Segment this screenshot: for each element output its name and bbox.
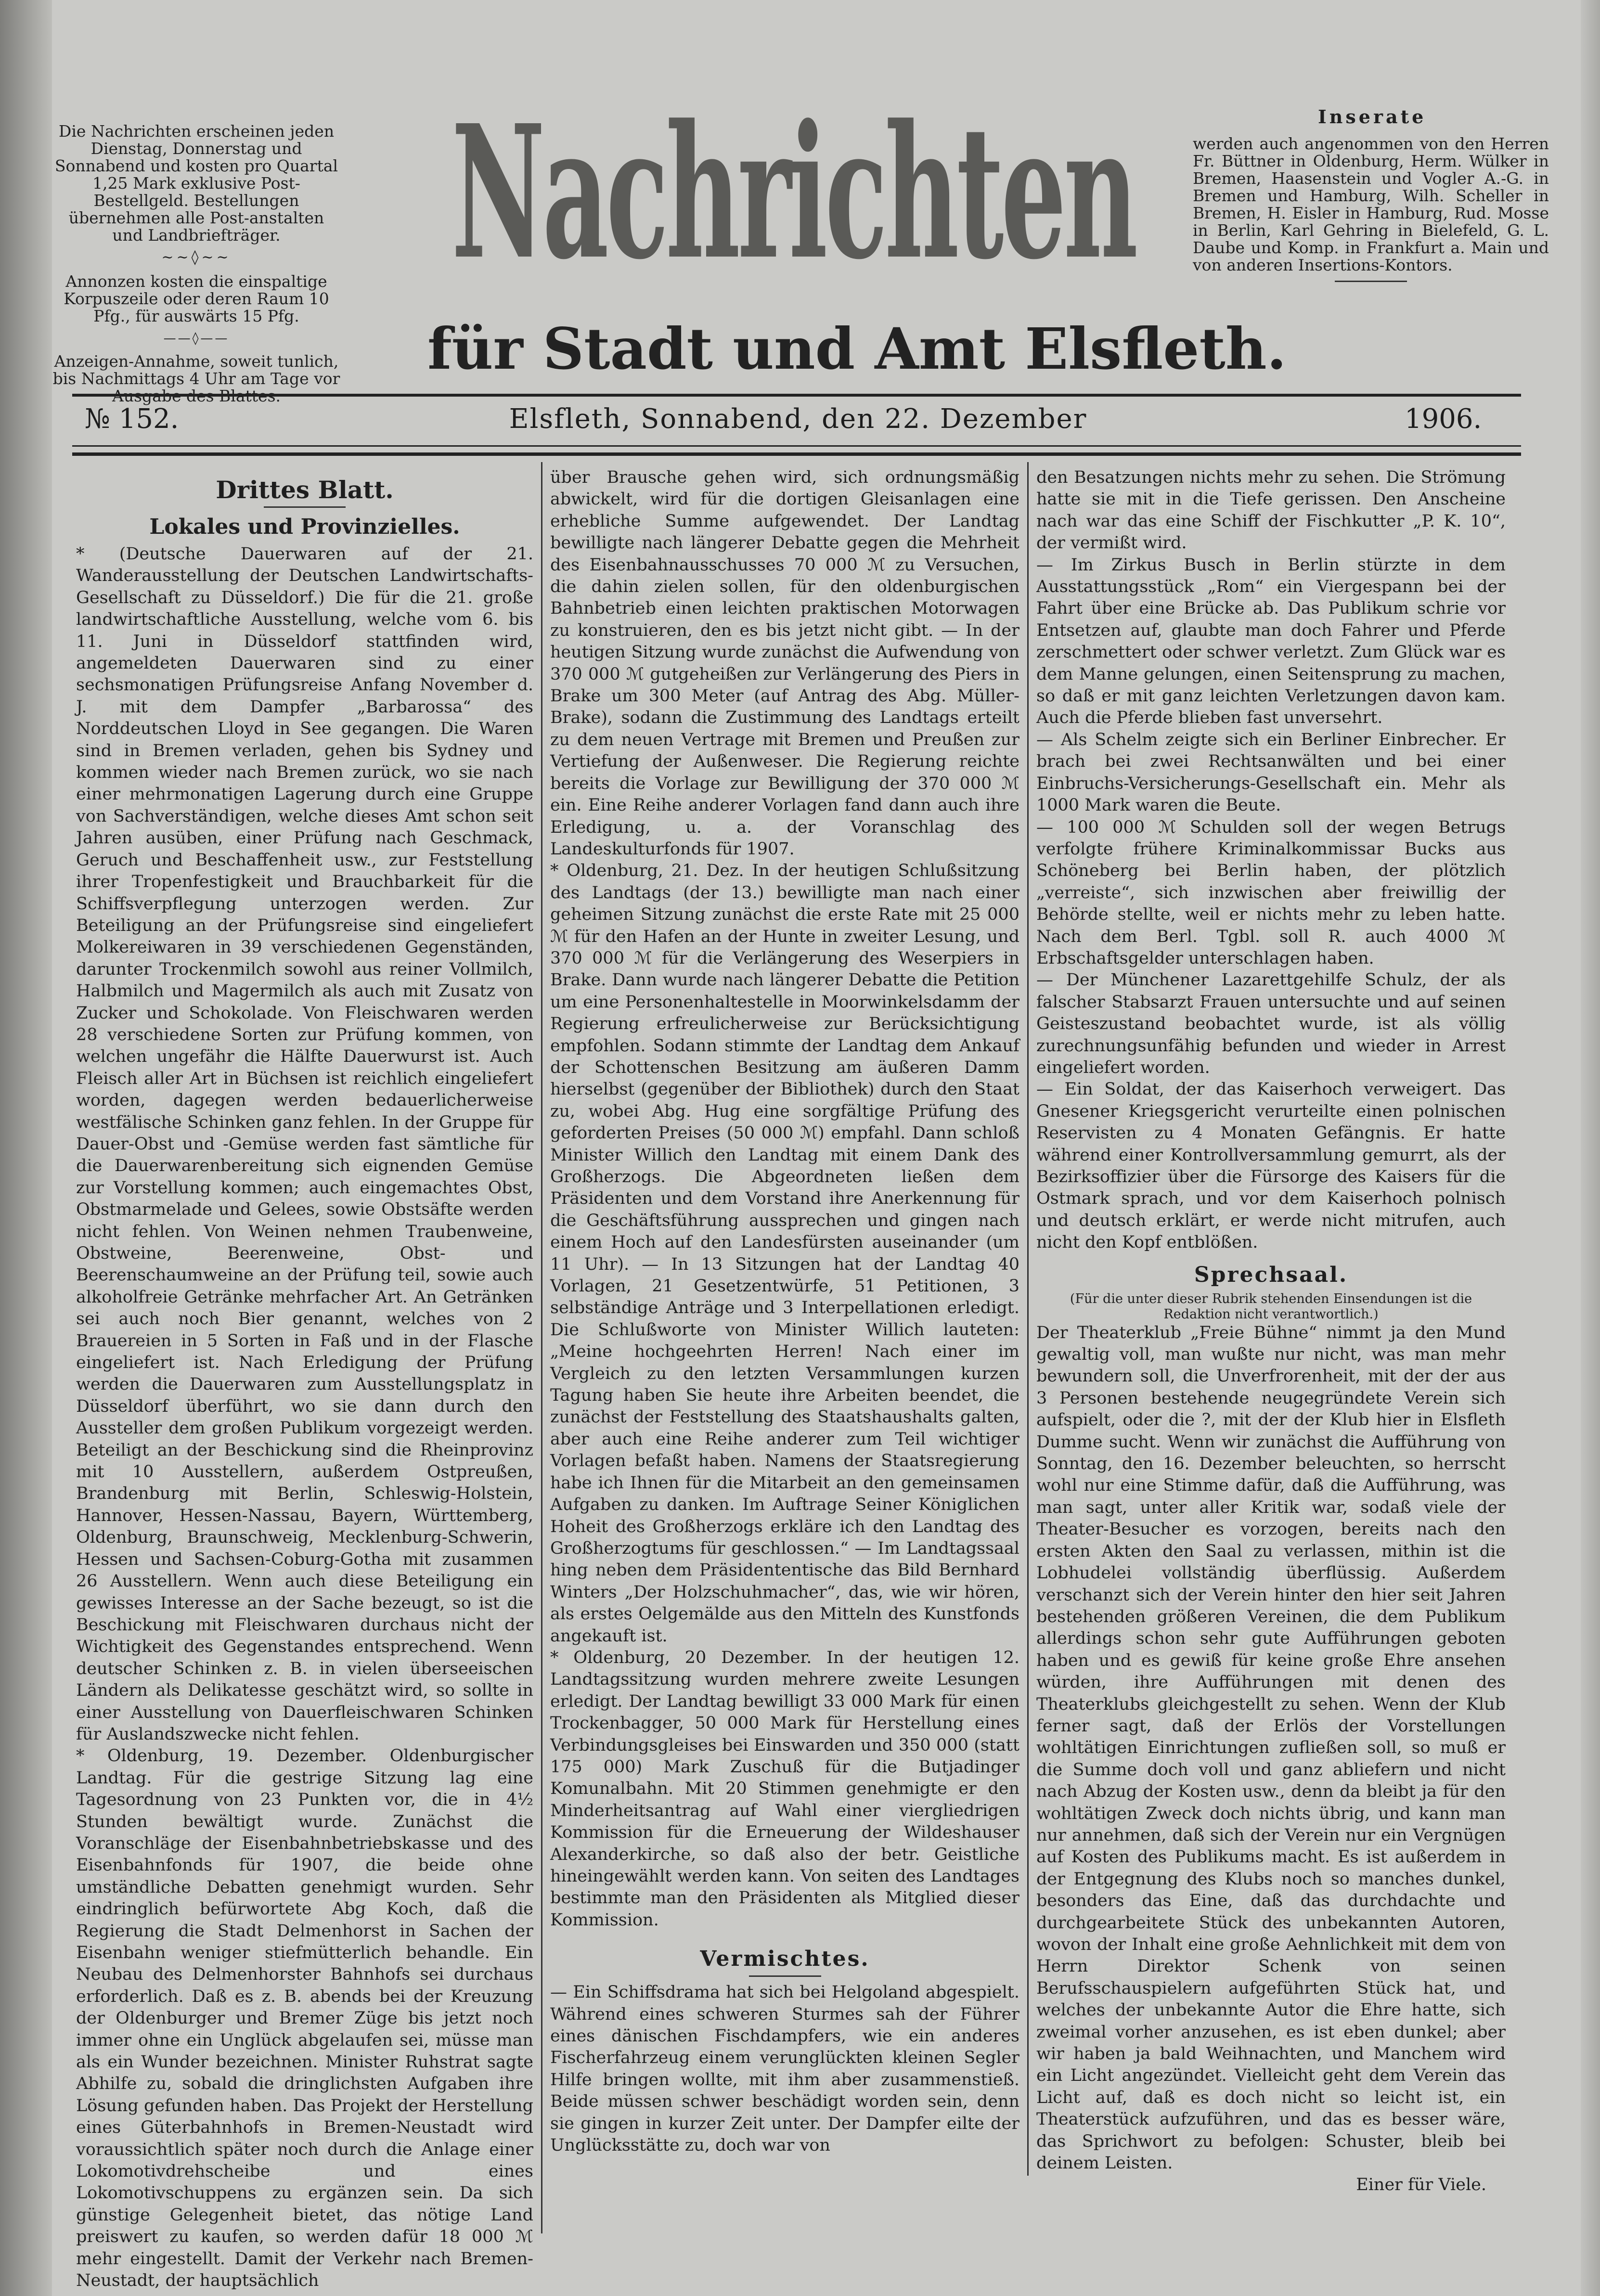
inserate-notice	[1193, 108, 1549, 282]
column-2	[550, 467, 1019, 2224]
article-landtag-21-dez: * Oldenburg, 21. Dez. In der heutigen Schlußsitzung des Landtags (der 13.) bewilligte man nach einer geheimen Sitzung zunächst die erste Rate mit 25 000 ℳ für den Hafen an der Hunte in zweiter Lesung, und 370 000 ℳ für die Verlängerung des Weserpiers in Brake. Dann wurde nach längerer Debatte die Petition um eine Personenhaltestelle in Moorwinkelsdamm der Regierung erfreulicherweise zur Berücksichtigung empfohlen. Sodann stimmte der Landtag dem Ankauf der Schottenschen Besitzung am äußeren Damm hierselbst (gegenüber der Bibliothek) durch den Staat zu, wobei Abg. Hug eine sorgfältige Prüfung des geforderten Preises (50 000 ℳ) empfahl. Dann schloß Minister Willich den Landtag mit einem Dank des Großherzogs. Die Abgeordneten ließen dem Präsidenten und dem Vorstand ihre Anerkennung für die Geschäftsführung aussprechen und gingen nach einem Hoch auf den Landesfürsten auseinander (um 11 Uhr). — In 13 Sitzungen hat der Landtag 40 Vorlagen, 21 Gesetzentwürfe, 51 Petitionen, 3 selbständige Anträge und 3 Interpellationen erledigt. Die Schlußworte von Minister Willich lauteten: „Meine hochgeehrten Herren! Nach einer im Vergleich zu den letzten Versammlungen kurzen Tagung haben Sie heute ihre Arbeiten beendet, die zunächst der Feststellung des Staatshaushalts galten, aber auch eine Reihe anderer zum Teil wichtiger Vorlagen befaßt haben. Namens der Staatsregierung habe ich Ihnen für die Mitarbeit an den gemeinsamen Aufgaben zu danken. Im Auftrage Seiner Königlichen Hoheit des Großherzogs erkläre ich den Landtag des Großherzogtums für geschlossen.“ — Im Landtagssaal hing neben dem Präsidententische das Bild Bernhard Winters „Der Holzschuhmacher“, das, wie wir hören, als erstes Oelgemälde aus den Mitteln des Kunstfonds angekauft ist.	[550, 861, 1019, 1646]
issue-place-date: Elsfleth, Sonnabend, den 22. Dezember	[509, 403, 1087, 435]
article-dauerwaren: * (Deutsche Dauerwaren auf der 21. Wanderausstellung der Deutschen Landwirtschafts-Gesellschaft zu Düsseldorf.) Die für die 21. große landwirtschaftliche Ausstellung, welche vom 6. bis 11. Juni in Düsseldorf stattfinden wird, angemeldeten Dauerwaren sind zu einer sechsmonatigen Prüfungsreise Anfang November d. J. mit dem Dampfer „Barbarossa“ des Norddeutschen Lloyd in See gegangen. Die Waren sind in Bremen verladen, gehen bis Sydney und kommen wieder nach Bremen zurück, wo sie nach einer mehrmonatigen Lagerung durch eine Gruppe von Sachverständigen, welche dieses Amt schon seit Jahren ausüben, einer Prüfung nach Geschmack, Geruch und Beschaffenheit usw., zur Feststellung ihrer Tropenfestigkeit und Brauchbarkeit für die Schiffsverpflegung unterzogen werden. Zur Beteiligung an der Prüfungsreise sind eingeliefert Molkereiwaren in 39 verschiedenen Gegenständen, darunter Trockenmilch sowohl aus reiner Vollmilch, Halbmilch und Magermilch als auch mit Zusatz von Zucker und Schokolade. Von Fleischwaren werden 28 verschiedene Sorten zur Prüfung kommen, von welchen ungefähr die Hälfte Dauerwurst ist. Auch Fleisch aller Art in Büchsen ist reichlich eingeliefert worden, dagegen werden bedauerlicherweise westfälische Schinken ganz fehlen. In der Gruppe für Dauer-Obst und -Gemüse werden fast sämtliche für die Dauerwarenbereitung sich eignenden Gemüse zur Vorstellung kommen; auch eingemachtes Obst, Obstmarmelade und Gelees, sowie Obstsäfte werden nicht fehlen. Von Weinen nehmen Traubenweine, Obstweine, Beerenweine, Obst- und Beerenschaumweine an der Prüfung teil, sowie auch alkoholfreie Getränke mehrfacher Art. An Getränken sei auch noch Bier genannt, welches von 2 Brauereien in 5 Sorten in Faß und in der Flasche eingeliefert ist. Nach Erledigung der Prüfung werden die Dauerwaren zum Ausstellungsplatz in Düsseldorf überführt, wo sie dann durch den Aussteller dem großen Publikum vorgezeigt werden. Beteiligt an der Beschickung sind die Rheinprovinz mit 10 Ausstellern, außerdem Ostpreußen, Brandenburg mit Berlin, Schleswig-Holstein, Hannover, Hessen-Nassau, Bayern, Württemberg, Oldenburg, Braunschweig, Mecklenburg-Schwerin, Hessen und Sachsen-Coburg-Gotha mit zusammen 26 Ausstellern. Wenn auch diese Beteiligung ein gewisses Interesse an der Sache bezeugt, so ist die Beschickung mit Fleischwaren durchaus nicht der Wichtigkeit des Gegenstandes entsprechend. Wenn deutscher Schinken z. B. in vielen überseeischen Ländern als Delikatesse geschätzt wird, so sollte in einer Ausstellung von Dauerfleischwaren Schinken für Auslandszwecke nicht fehlen.	[76, 544, 533, 1744]
article-schiffsdrama: — Ein Schiffsdrama hat sich bei Helgoland abgespielt. Während eines schweren Sturmes sah der Führer eines dänischen Fischdampfers, wie ein anderes Fischerfahrzeug einem verunglückten kleinen Segler Hilfe bringen wollte, mit ihm aber zusammenstieß. Beide müssen schwer beschädigt worden sein, denn sie gingen in kurzer Zeit unter. Der Dampfer eilte der Unglücksstätte zu, doch war von	[550, 1983, 1019, 2155]
newspaper-page	[52, 0, 1600, 2296]
top-rule	[72, 394, 1521, 397]
heading-vermischtes: Vermischtes.	[700, 1947, 870, 1972]
sprechsaal-disclaimer: (Für die unter dieser Rubrik stehenden Einsendungen ist die Redaktion nicht verantwortlich.)	[1070, 1291, 1472, 1322]
ornament-divider: ——◊——	[163, 331, 230, 346]
ornament-divider: ~~◊~~	[161, 249, 232, 266]
article-landtag-20-dez: * Oldenburg, 20 Dezember. In der heutigen 12. Landtagssitzung wurden mehrere zweite Lesungen erledigt. Der Landtag bewilligt 33 000 Mark für einen Trockenbagger, 50 000 Mark für Herstellung eines Verbindungsgleises bei Einswarden und 350 000 (statt 175 000) Mark Zuschuß für die Butjadinger Komunalbahn. Mit 20 Stimmen genehmigte er den Minderheitsantrag auf Wahl einer viergliedrigen Kommission für die Erneuerung der Wildeshauser Alexanderkirche, so daß also der betr. Geistliche hineingewählt werden kann. Von seiten des Landtages bestimmte man den Präsidenten als Mitglied dieser Kommission.	[550, 1648, 1019, 1930]
issue-rule-thick	[72, 452, 1521, 456]
heading-rule	[749, 1975, 821, 1977]
column-1	[76, 467, 533, 2291]
article-zirkus-busch: — Im Zirkus Busch in Berlin stürzte in dem Ausstattungsstück „Rom“ ein Viergespann bei der Fahrt über eine Brücke ab. Das Publikum schrie vor Entsetzen auf, glaubte man doch Fahrer und Pferde zerschmettert oder schwer verletzt. Zum Glück war es dem Manne gelungen, einen Seitensprung zu machen, so daß er mit ganz leichten Verletzungen davon kam. Auch die Pferde blieben fast unversehrt.	[1036, 555, 1506, 728]
subscription-notice	[52, 123, 341, 410]
subscription-text: Die Nachrichten erscheinen jeden Dienstag, Donnerstag und Sonnabend und kosten pro Quartal 1,25 Mark exklusive Post-Bestellgeld. Bestellungen übernehmen alle Post-anstalten und Landbriefträger.	[54, 122, 338, 245]
issue-year: 1906.	[1405, 403, 1482, 435]
section-rule	[264, 506, 346, 508]
column-divider	[1027, 462, 1029, 2176]
article-lazarettgehilfe: — Der Münchener Lazarettgehilfe Schulz, der als falscher Stabsarzt Frauen untersuchte und auf seinen Geisteszustand beobachtet wurde, ist als völlig zurechnungsunfähig befunden und wieder in Arrest eingeliefert worden.	[1036, 970, 1506, 1077]
page-edge	[1581, 0, 1600, 2296]
article-schulden: — 100 000 ℳ Schulden soll der wegen Betrugs verfolgte frühere Kriminalkommissar Bucks aus Schöneberg bei Berlin haben, der plötzlich „verreiste“, sich inzwischen aber freiwillig der Behörde stellte, weil er nichts mehr zu leben hatte. Nach dem Berl. Tgbl. soll R. auch 4000 ℳ Erbschaftsgelder unterschlagen haben.	[1036, 817, 1506, 968]
issue-number: № 152.	[85, 403, 179, 435]
article-soldat: — Ein Soldat, der das Kaiserhoch verweigert. Das Gnesener Kriegsgericht verurteilte einen polnischen Reservisten zu 4 Monaten Gefängnis. Er hatte während einer Kontrollversammlung gemurrt, als der Bezirksoffizier über die Fürsorge des Kaisers für die Ostmark sprach, und vor dem Kaiserhoch polnisch und deutsch erklärt, er werde nicht mitrufen, auch nicht den Kopf entblößen.	[1036, 1080, 1506, 1252]
letter-theaterklub: Der Theaterklub „Freie Bühne“ nimmt ja den Mund gewaltig voll, man wußte nur nicht, was man mehr bewundern soll, die Unverfrorenheit, mit der der aus 3 Personen bestehende neugegründete Verein sich aufspielt, oder die ?, mit der der Klub hier in Elsfleth Dumme sucht. Wenn wir zunächst die Aufführung von Sonntag, den 16. Dezember beleuchten, so herrscht wohl nur eine Stimme dafür, daß die Aufführung, was man sagt, unter aller Kritik war, sodaß viele der Theater-Besucher es vorzogen, bereits nach den ersten Akten den Saal zu verlassen, mithin ist die Lobhudelei vollständig überflüssig. Außerdem verschanzt sich der Verein hinter den hier seit Jahren bestehenden größeren Vereinen, die dem Publikum allerdings schon sehr gute Aufführungen geboten haben und es gewiß für keine große Ehre ansehen würden, ihre Aufführungen mit denen des Theaterklubs gleichgestellt zu sehen. Wenn der Klub ferner sagt, daß der Erlös der Vorstellungen wohltätigen Einrichtungen zufließen soll, so muß er die Summe doch voll und ganz abliefern und nicht nach Abzug der Kosten usw., denn da bleibt ja für den wohltätigen Zweck doch nichts übrig, und kann man nur annehmen, daß sich der Verein nur ein Vergnügen auf Kosten des Publikums macht. Es ist außerdem in der Entgegnung des Klubs noch so manches dunkel, besonders das Eine, daß das durchdachte und durchgearbeitete Stück des unbekannten Autoren, wovon der Inhalt eine große Aehnlichkeit mit dem von Herrn Direktor Schenk von seinen Berufsschauspielern aufgeführten Stück hat, und welches der unbekannte Autor die Ehre hatte, sich zweimal vorher anzusehen, es ist eben dunkel; aber wir haben ja bald Weihnachten, und Manchem wird ein Licht angezündet. Vielleicht geht dem Verein das Licht auf, daß es doch nicht so leicht ist, ein Theaterstück aufzuführen, und das es besser wäre, das Sprichwort zu befolgen: Schuster, bleib bei deinem Leisten.	[1036, 1323, 1506, 2173]
column-3	[1036, 467, 1506, 2195]
inserate-text: werden auch angenommen von den Herren Fr. Büttner in Oldenburg, Herm. Wülker in Bremen, Haasenstein und Vogler A.-G. in Bremen und Hamburg, Wilh. Scheller in Bremen, H. Eisler in Hamburg, Rud. Mosse in Berlin, Karl Gehring in Bielefeld, G. L. Daube und Komp. in Frankfurt a. Main und von anderen Insertions-Kontors.	[1193, 134, 1549, 274]
inserate-title: Inserate	[1318, 106, 1427, 128]
ad-deadline-text: Anzeigen-Annahme, soweit tunlich, bis Nachmittags 4 Uhr am Tage vor	[52, 352, 340, 388]
notice-rule	[1335, 281, 1407, 282]
binding-edge	[0, 0, 52, 2296]
article-schiffsdrama-end: den Besatzungen nichts mehr zu sehen. Die Strömung hatte sie mit in die Tiefe gerissen. Den Anscheine nach war das eine Schiff der Fischkutter „P. K. 10“, der vermißt wird.	[1036, 468, 1506, 553]
section-title: Drittes Blatt.	[216, 476, 394, 504]
article-landtag-continued: über Brausche gehen wird, sich ordnungsmäßig abwickelt, wird für die dortigen Gleisanlagen eine erhebliche Summe aufgewendet. Der Landtag bewilligte nach längerer Debatte gegen die Mehrheit des Eisenbahnausschusses 70 000 ℳ zu Versuchen, die dahin zielen sollen, für den oldenburgischen Bahnbetrieb einen leichten praktischen Motorwagen zu konstruieren, den es bis jetzt nicht gibt. — In der heutigen Sitzung wurde zunächst die Aufwendung von 370 000 ℳ gutgeheißen zur Verlängerung des Piers in Brake um 300 Meter (auf Antrag des Abg. Müller-Brake), sodann die Zustimmung des Landtags erteilt zu dem neuen Vertrage mit Bremen und Preußen zur Vertiefung der Außenweser. Die Regierung reichte bereits die Vorlage zur Bewilligung der 370 000 ℳ ein. Eine Reihe anderer Vorlagen fand dann auch ihre Erledigung, u. a. der Voranschlag des Landeskulturfonds für 1907.	[550, 468, 1019, 859]
masthead-title: Nachrichten	[452, 85, 1135, 300]
issue-rule	[72, 445, 1521, 447]
masthead-subtitle: für Stadt und Amt Elsfleth.	[427, 315, 1287, 382]
letter-signature: Einer für Viele.	[1356, 2175, 1486, 2195]
advertising-rates-text: Annonzen kosten die einspaltige Korpuszeile oder deren Raum 10 Pfg., für auswärts 15 Pfg.	[64, 272, 329, 325]
heading-lokales: Lokales und Provinzielles.	[149, 515, 460, 539]
article-landtag-19-dez: * Oldenburg, 19. Dezember. Oldenburgischer Landtag. Für die gestrige Sitzung lag eine Tagesordnung von 23 Punkten vor, die in 4½ Stunden bewältigt wurde. Zunächst die Voranschläge der Eisenbahnbetriebskasse und des Eisenbahnfonds für 1907, die beide ohne umständliche Debatten genehmigt wurden. Sehr eindringlich befürwortete Abg Koch, daß die Regierung die Stadt Delmenhorst in Sachen der Eisenbahn weniger stiefmütterlich behandle. Ein Neubau des Delmenhorster Bahnhofs sei durchaus erforderlich. Daß es z. B. abends bei der Kreuzung der Oldenburger und Bremer Züge bis jetzt noch immer ohne ein Unglück abgelaufen sei, müsse man als ein Wunder bezeichnen. Minister Ruhstrat sagte Abhilfe zu, sobald die dringlichsten Aufgaben ihre Lösung gefunden haben. Das Projekt der Herstellung eines Güterbahnhofs in Bremen-Neustadt wird voraussichtlich später noch durch die Anlage einer Lokomotivdrehscheibe und eines Lokomotivschuppens zu ergänzen sein. Da sich günstige Gelegenheit bietet, das nötige Land preiswert zu kaufen, so werden dafür 18 000 ℳ mehr eingestellt. Damit der Verkehr nach Bremen-Neustadt, der hauptsächlich	[76, 1746, 533, 2291]
column-divider	[541, 462, 542, 2233]
article-einbrecher: — Als Schelm zeigte sich ein Berliner Einbrecher. Er brach bei zwei Rechtsanwälten und bei einer Einbruchs-Versicherungs-Gesellschaft ein. Mehr als 1000 Mark waren die Beute.	[1036, 730, 1506, 815]
heading-sprechsaal: Sprechsaal.	[1194, 1262, 1348, 1287]
